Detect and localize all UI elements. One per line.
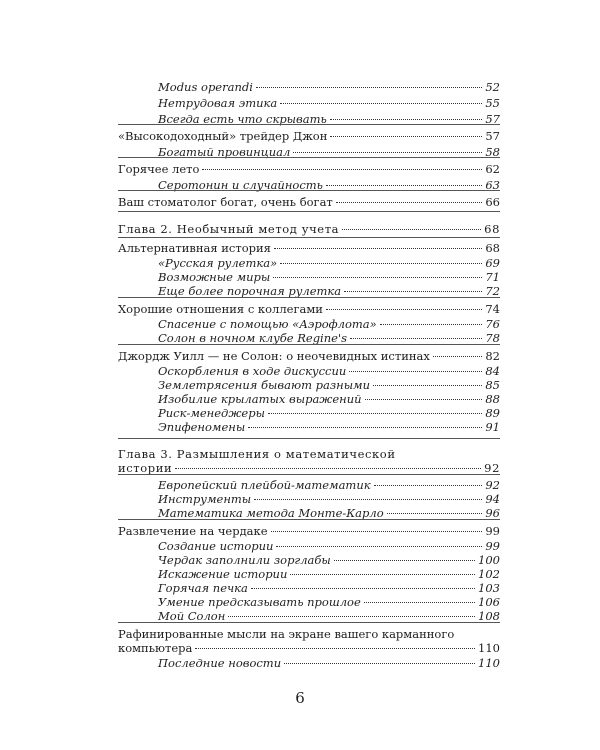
toc-entry[interactable]: Modus operandi 52	[158, 80, 500, 94]
toc-entry-line[interactable]: Рафинированные мысли на экране вашего карманного	[118, 627, 455, 641]
chapter-heading[interactable]: истории 92	[118, 461, 500, 475]
toc-entry[interactable]: Возможные миры 71	[158, 270, 500, 284]
toc-entry[interactable]: Серотонин и случайность 63	[158, 178, 500, 192]
toc-entry[interactable]: Солон в ночном клубе Regine's 78	[158, 331, 500, 345]
toc-entry[interactable]: Всегда есть что скрывать 57	[158, 112, 500, 126]
toc-entry[interactable]: Землетрясения бывают разными 85	[158, 378, 500, 392]
chapter-heading-line[interactable]: Глава 3. Размышления о математической	[118, 447, 396, 461]
toc-entry[interactable]: Оскорбления в ходе дискуссии 84	[158, 364, 500, 378]
toc-entry[interactable]: Изобилие крылатых выражений 88	[158, 392, 500, 406]
toc-entry[interactable]: Еще более порочная рулетка 72	[158, 284, 500, 298]
toc-entry[interactable]: Хорошие отношения с коллегами 74	[118, 302, 500, 316]
toc-entry[interactable]: Спасение с помощью «Аэрофлота» 76	[158, 317, 500, 331]
toc-entry[interactable]: Богатый провинциал 58	[158, 145, 500, 159]
toc-entry[interactable]: Последние новости 110	[158, 656, 500, 670]
divider	[118, 297, 500, 298]
toc-entry[interactable]: Европейский плейбой-математик 92	[158, 478, 500, 492]
toc-entry[interactable]: «Русская рулетка» 69	[158, 256, 500, 270]
toc-entry[interactable]: Умение предсказывать прошлое 106	[158, 595, 500, 609]
divider	[118, 211, 500, 212]
toc-entry[interactable]: «Высокодоходный» трейдер Джон 57	[118, 129, 500, 143]
toc-entry[interactable]: Горячая печка 103	[158, 581, 500, 595]
toc-entry[interactable]: Создание истории 99	[158, 539, 500, 553]
divider	[118, 438, 500, 439]
divider	[118, 124, 500, 125]
toc-entry[interactable]: Инструменты 94	[158, 492, 500, 506]
divider	[118, 344, 500, 345]
toc-entry[interactable]: Риск-менеджеры 89	[158, 406, 500, 420]
divider	[118, 157, 500, 158]
toc-entry[interactable]: Джордж Уилл — не Солон: о неочевидных истинах 82	[118, 349, 500, 363]
toc-entry[interactable]: Нетрудовая этика 55	[158, 96, 500, 110]
toc-entry[interactable]: Математика метода Монте-Карло 96	[158, 506, 500, 520]
divider	[118, 237, 500, 238]
page-number: 6	[295, 689, 305, 707]
toc-entry[interactable]: Горячее лето 62	[118, 162, 500, 176]
divider	[118, 622, 500, 623]
toc-entry[interactable]: компьютера 110	[118, 641, 500, 655]
toc-entry[interactable]: Чердак заполнили зорглабы 100	[158, 553, 500, 567]
divider	[118, 519, 500, 520]
toc-entry[interactable]: Альтернативная история 68	[118, 241, 500, 255]
toc-entry[interactable]: Ваш стоматолог богат, очень богат 66	[118, 195, 500, 209]
divider	[118, 474, 500, 475]
chapter-heading[interactable]: Глава 2. Необычный метод учета 68	[118, 222, 500, 236]
toc-entry[interactable]: Развлечение на чердаке 99	[118, 524, 500, 538]
toc-entry[interactable]: Искажение истории 102	[158, 567, 500, 581]
divider	[118, 190, 500, 191]
toc-entry[interactable]: Мой Солон 108	[158, 609, 500, 623]
toc-entry[interactable]: Эпифеномены 91	[158, 420, 500, 434]
